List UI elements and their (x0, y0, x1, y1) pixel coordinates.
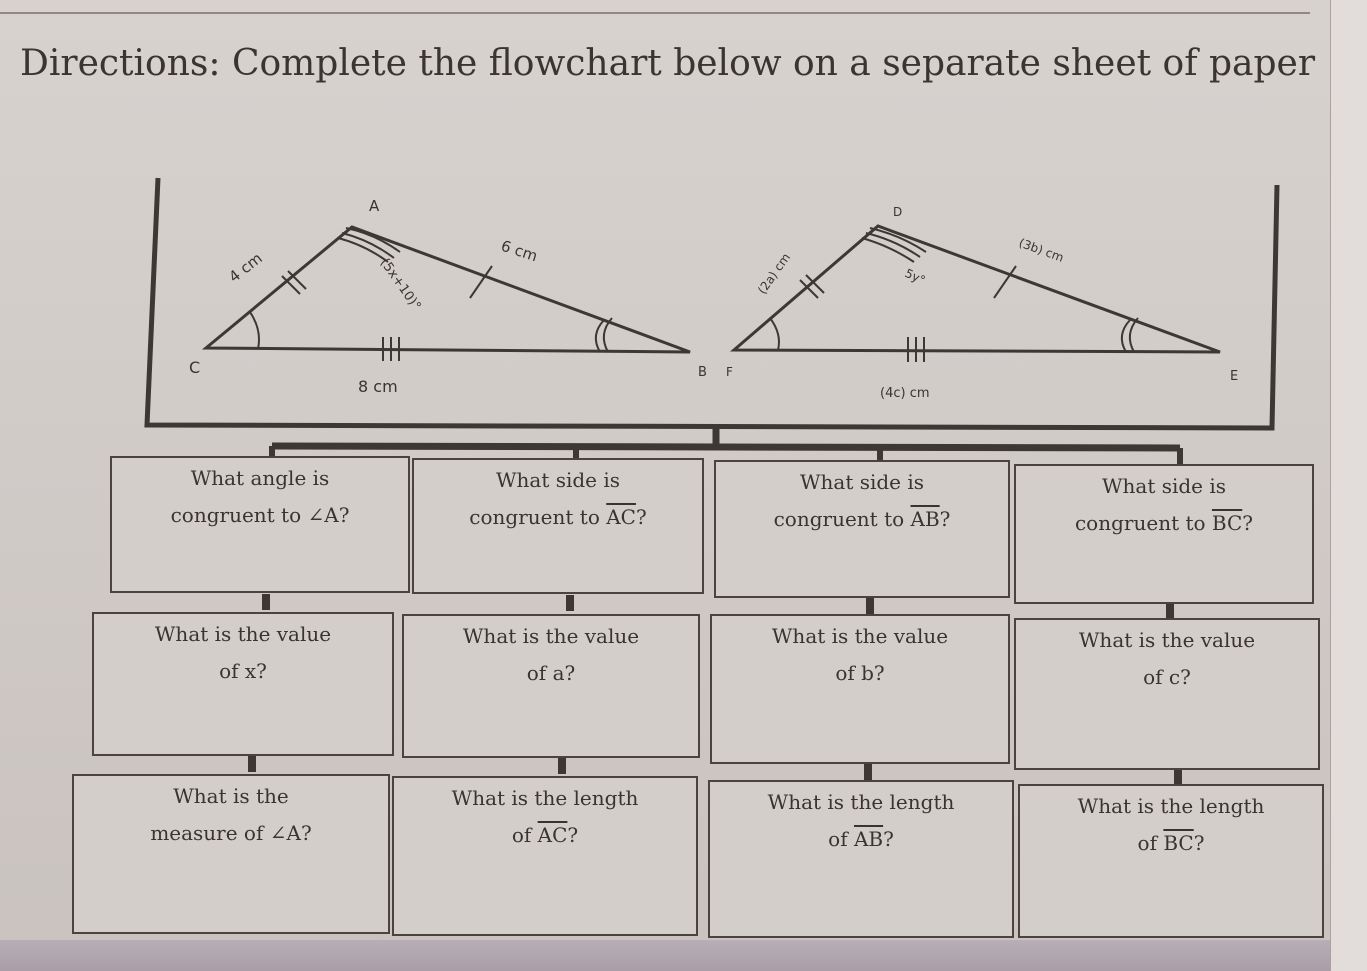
connector-bar (272, 446, 1180, 448)
question-text: What is the value (771, 624, 949, 648)
question-box-r1c1 (110, 456, 410, 593)
question-text: What is the value (154, 622, 332, 646)
question-box-r1c2 (412, 458, 704, 594)
question-text: of a? (526, 661, 576, 685)
vertex-b-label: B (698, 365, 707, 380)
question-text: of (511, 823, 538, 847)
question-text: of (828, 827, 854, 851)
connector-stub (566, 595, 574, 611)
connector-stub (262, 594, 270, 610)
vertex-d-label: D (893, 205, 903, 219)
tick-marks-fd (800, 275, 824, 298)
question-box-r1c4 (1014, 464, 1314, 604)
side-cb-label: 8 cm (358, 377, 398, 396)
segment-ac-label: $\overline{AC}$ (606, 505, 636, 529)
angle-arc-c (250, 312, 259, 349)
connector-stub (558, 758, 566, 774)
question-text: What angle is (190, 466, 330, 490)
question-box-r3c1 (72, 774, 390, 934)
question-mark: ? (567, 823, 579, 847)
connector-stub (864, 764, 872, 780)
question-text: of b? (835, 661, 885, 685)
question-text: What side is (1101, 474, 1227, 498)
question-text: of (1137, 831, 1164, 855)
angle-arcs-e (1122, 318, 1138, 352)
connector-stub (866, 598, 874, 614)
question-text: What is the length (1077, 794, 1265, 818)
segment-ab-label: $\overline{AB}$ (910, 507, 940, 531)
directions-text: Directions: Complete the flowchart below on a separate sheet of paper (20, 43, 1316, 84)
question-box-r3c4 (1018, 784, 1324, 938)
surface-below-page (0, 940, 1330, 971)
segment-ab-label: $\overline{AB}$ (853, 827, 884, 851)
connector-stub (248, 756, 256, 772)
question-text: What is the value (462, 624, 640, 648)
vertex-f-label: F (726, 365, 733, 379)
question-text: measure of ∠A? (150, 821, 312, 845)
question-text: of c? (1143, 665, 1191, 689)
vertex-c-label: C (189, 358, 201, 377)
figure-frame (147, 178, 1277, 428)
side-ab-label: 6 cm (498, 236, 540, 266)
angle-d-label: 5y° (902, 266, 928, 288)
question-mark: ? (883, 827, 894, 851)
question-mark: ? (635, 505, 647, 529)
segment-bc-label: $\overline{BC}$ (1211, 511, 1243, 535)
question-box-r1c3 (714, 460, 1010, 598)
question-box-r3c3 (708, 780, 1014, 938)
question-box-r2c3 (710, 614, 1010, 764)
question-text: congruent to ∠A? (170, 503, 350, 527)
question-text: congruent to (773, 507, 911, 531)
side-ca-label: 4 cm (225, 249, 266, 287)
question-text: What is the length (767, 790, 955, 814)
side-fd-label: (2a) cm (754, 250, 794, 297)
vertex-a-label: A (369, 197, 380, 215)
question-box-r2c4 (1014, 618, 1320, 770)
question-text: What is the (173, 784, 289, 808)
question-mark: ? (939, 507, 951, 531)
segment-ac-label: $\overline{AC}$ (537, 823, 568, 847)
angle-a-label: (5x+10)° (376, 255, 424, 314)
question-mark: ? (1242, 511, 1254, 535)
side-fe-label: (4c) cm (880, 386, 930, 401)
question-box-r2c2 (402, 614, 700, 758)
question-text: congruent to (1074, 511, 1212, 535)
triangle-abc (206, 227, 690, 352)
question-text: What is the length (451, 786, 639, 810)
question-text: What side is (495, 468, 621, 492)
segment-bc-label: $\overline{BC}$ (1163, 831, 1194, 855)
triangle-def (734, 226, 1220, 352)
question-text: What is the value (1078, 628, 1256, 652)
question-text: of x? (219, 659, 267, 683)
question-mark: ? (1193, 831, 1205, 855)
angle-arc-f (770, 318, 779, 350)
side-de-label: (3b) cm (1016, 235, 1066, 265)
question-box-r2c1 (92, 612, 394, 756)
question-text: What side is (799, 470, 925, 494)
vertex-e-label: E (1230, 369, 1239, 384)
question-box-r3c2 (392, 776, 698, 936)
question-text: congruent to (469, 505, 607, 529)
